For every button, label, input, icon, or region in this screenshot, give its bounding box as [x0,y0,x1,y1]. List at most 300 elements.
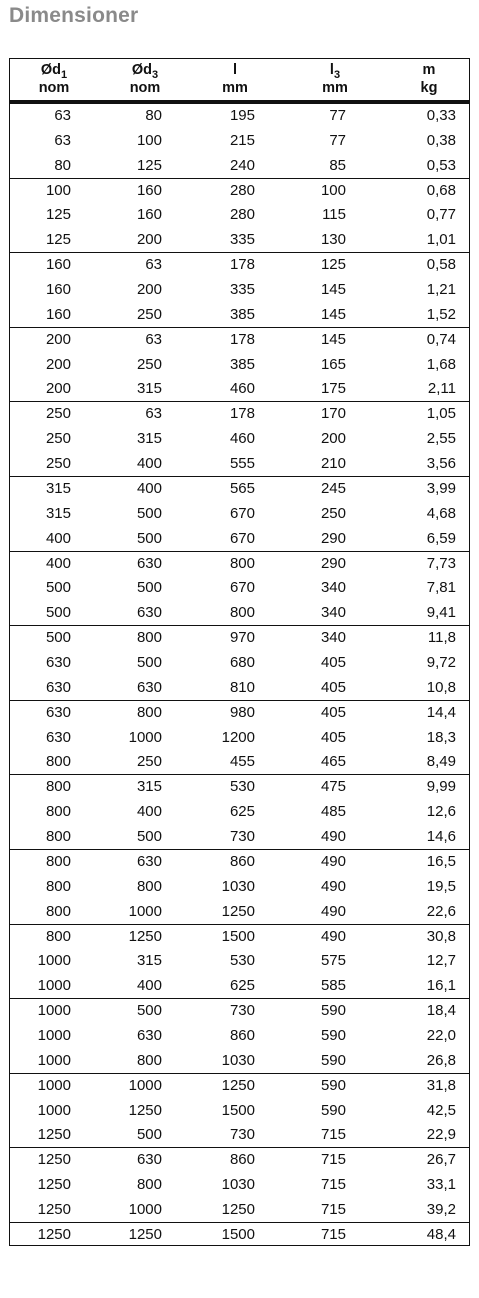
cell-l: 178 [229,405,255,423]
cell-l: 460 [229,380,255,398]
row-group [10,1148,469,1223]
cell-m: 18,4 [426,1002,456,1020]
cell-l3: 585 [320,977,346,995]
cell-m: 1,68 [426,355,456,373]
cell-od1: 630 [45,653,71,671]
cell-od1: 160 [45,280,71,298]
cell-l: 565 [229,479,255,497]
cell-od3: 500 [136,529,162,547]
cell-l3: 490 [320,902,346,920]
cell-l: 555 [229,454,255,472]
cell-m: 0,53 [426,156,456,174]
table-row [10,253,469,278]
cell-m: 22,6 [426,902,456,920]
cell-l: 730 [229,1002,255,1020]
cell-l3: 210 [320,454,346,472]
table-row [10,328,469,353]
cell-od1: 1000 [37,1076,71,1094]
cell-od3: 800 [136,877,162,895]
cell-l3: 405 [320,678,346,696]
cell-l: 625 [229,977,255,995]
header-m-label: m [422,62,436,78]
row-group [10,179,469,254]
cell-l3: 590 [320,1076,346,1094]
table-row [10,502,469,527]
cell-l3: 490 [320,927,346,945]
cell-m: 16,1 [426,977,456,995]
table-row [10,353,469,378]
cell-m: 11,8 [427,629,456,647]
cell-od3: 630 [136,1026,162,1044]
cell-l3: 175 [320,380,346,398]
cell-od3: 500 [136,827,162,845]
row-group [10,477,469,552]
cell-m: 14,6 [426,827,456,845]
cell-od3: 800 [136,1051,162,1069]
row-group [10,1074,469,1149]
table-row [10,974,469,999]
cell-m: 26,8 [426,1051,456,1069]
cell-m: 12,7 [426,952,456,970]
cell-od3: 160 [136,181,162,199]
cell-m: 31,8 [426,1076,456,1094]
cell-od3: 1000 [128,1200,162,1218]
cell-l: 215 [229,131,255,149]
cell-od3: 630 [136,852,162,870]
cell-od1: 1000 [37,1051,71,1069]
cell-m: 0,33 [426,107,456,124]
table-row [10,576,469,601]
header-l3 [310,62,360,97]
cell-m: 16,5 [426,852,456,870]
cell-m: 14,4 [426,703,456,721]
cell-od1: 1250 [37,1225,71,1243]
cell-l3: 405 [320,728,346,746]
cell-od3: 500 [136,1126,162,1144]
header-m [404,62,454,97]
table-row [10,203,469,228]
cell-l3: 715 [320,1200,346,1218]
cell-l3: 245 [320,479,346,497]
cell-l: 280 [229,206,255,224]
cell-od3: 500 [136,653,162,671]
cell-od3: 200 [136,231,162,249]
cell-m: 1,52 [426,305,456,323]
cell-od1: 800 [45,827,71,845]
cell-l: 178 [229,256,255,274]
cell-l3: 115 [322,206,346,224]
cell-l: 530 [229,778,255,796]
cell-l: 980 [229,703,255,721]
table-row [10,601,469,626]
cell-m: 22,9 [426,1126,456,1144]
cell-od1: 200 [45,330,71,348]
cell-l: 195 [229,107,255,124]
cell-l3: 405 [320,703,346,721]
cell-l3: 490 [320,852,346,870]
cell-od3: 630 [136,678,162,696]
table-body [10,104,469,1298]
table-row [10,626,469,651]
header-od3 [115,62,175,97]
table-row [10,477,469,502]
cell-od1: 1000 [37,1002,71,1020]
table-row [10,900,469,925]
cell-m: 39,2 [426,1200,456,1218]
table-header [10,59,469,101]
cell-l3: 100 [320,181,346,199]
cell-m: 33,1 [426,1176,456,1194]
cell-od1: 800 [45,877,71,895]
cell-l3: 465 [320,753,346,771]
row-group [10,1223,469,1298]
header-od3-subscript: 3 [152,69,159,81]
cell-l: 1500 [221,927,255,945]
cell-od3: 80 [145,107,162,124]
header-od1-unit: nom [38,80,70,96]
cell-l3: 340 [320,604,346,622]
table-row [10,402,469,427]
table-row [10,278,469,303]
cell-od3: 1250 [128,927,162,945]
cell-od1: 630 [45,728,71,746]
cell-l: 670 [229,579,255,597]
cell-m: 9,99 [426,778,456,796]
cell-od3: 100 [136,131,162,149]
cell-od1: 315 [45,479,71,497]
table-row [10,1198,469,1223]
cell-od1: 315 [45,504,71,522]
cell-m: 42,5 [426,1101,456,1119]
page-title: Dimensioner [9,4,139,27]
cell-l3: 715 [320,1151,346,1169]
cell-l3: 590 [320,1002,346,1020]
cell-m: 12,6 [426,803,456,821]
row-group [10,402,469,477]
cell-m: 7,73 [426,554,456,572]
table-row [10,1223,469,1248]
cell-od1: 1250 [37,1126,71,1144]
cell-m: 1,05 [426,405,456,423]
cell-od1: 125 [45,231,71,249]
cell-l3: 340 [320,579,346,597]
table-row [10,925,469,950]
cell-od3: 1000 [128,728,162,746]
table-row [10,1173,469,1198]
cell-m: 3,99 [426,479,456,497]
table-row [10,129,469,154]
cell-od1: 250 [45,454,71,472]
cell-od1: 800 [45,778,71,796]
table-row [10,676,469,701]
cell-m: 22,0 [426,1026,456,1044]
cell-l: 335 [229,231,255,249]
table-row [10,1074,469,1099]
cell-od1: 250 [45,430,71,448]
cell-l3: 590 [320,1101,346,1119]
cell-od3: 400 [136,479,162,497]
table-row [10,701,469,726]
cell-l: 335 [229,280,255,298]
cell-od3: 315 [136,778,162,796]
cell-od3: 630 [136,1151,162,1169]
cell-od3: 800 [136,1176,162,1194]
cell-l: 1500 [221,1225,255,1243]
cell-l: 800 [229,554,255,572]
row-group [10,552,469,627]
header-l-label: l [232,62,238,78]
cell-od1: 800 [45,753,71,771]
cell-od1: 800 [45,902,71,920]
cell-m: 3,56 [426,454,456,472]
cell-od1: 1250 [37,1151,71,1169]
header-od3-unit: nom [129,80,161,96]
cell-m: 9,41 [426,604,456,622]
cell-od1: 400 [45,554,71,572]
row-group [10,328,469,403]
cell-od3: 400 [136,803,162,821]
cell-l3: 475 [320,778,346,796]
table-row [10,999,469,1024]
cell-m: 18,3 [426,728,456,746]
cell-od3: 160 [136,206,162,224]
cell-l3: 200 [320,430,346,448]
table-row [10,726,469,751]
cell-l3: 340 [320,629,346,647]
cell-od1: 630 [45,678,71,696]
cell-od3: 800 [136,629,162,647]
cell-l: 1250 [221,902,255,920]
cell-l3: 590 [320,1026,346,1044]
cell-m: 26,7 [426,1151,456,1169]
cell-od1: 630 [45,703,71,721]
cell-l: 178 [229,330,255,348]
cell-m: 9,72 [426,653,456,671]
header-l [210,62,260,97]
cell-l: 625 [229,803,255,821]
cell-l3: 165 [320,355,346,373]
cell-od3: 1000 [128,1076,162,1094]
cell-od1: 1000 [37,1101,71,1119]
cell-od3: 630 [136,554,162,572]
header-od3-label: Ød [131,62,152,78]
cell-od3: 400 [136,454,162,472]
row-group [10,253,469,328]
cell-od3: 200 [136,280,162,298]
cell-od3: 63 [145,256,162,274]
table-row [10,875,469,900]
cell-l3: 145 [320,280,346,298]
cell-od3: 63 [145,330,162,348]
cell-od1: 400 [45,529,71,547]
header-od1 [24,62,84,97]
cell-od3: 1250 [128,1225,162,1243]
cell-l3: 485 [320,803,346,821]
table-row [10,949,469,974]
cell-l: 860 [229,1151,255,1169]
table-row [10,179,469,204]
cell-l: 1250 [221,1076,255,1094]
cell-l3: 85 [329,156,346,174]
table-row [10,452,469,477]
cell-l: 1030 [221,1051,255,1069]
cell-m: 30,8 [426,927,456,945]
cell-l3: 490 [320,827,346,845]
cell-od1: 500 [45,629,71,647]
cell-od1: 1000 [37,952,71,970]
cell-od3: 250 [136,753,162,771]
cell-l3: 715 [320,1126,346,1144]
table-row [10,154,469,179]
table-row [10,1049,469,1074]
cell-m: 0,77 [426,206,456,224]
cell-od1: 200 [45,380,71,398]
cell-m: 19,5 [426,877,456,895]
cell-m: 0,38 [426,131,456,149]
table-row [10,800,469,825]
row-group [10,701,469,776]
cell-l: 970 [229,629,255,647]
cell-l3: 290 [320,529,346,547]
cell-od1: 160 [45,256,71,274]
cell-l3: 130 [320,231,346,249]
cell-od1: 800 [45,852,71,870]
cell-m: 7,81 [426,579,456,597]
cell-l: 1200 [221,728,255,746]
table-row [10,775,469,800]
cell-l3: 575 [320,952,346,970]
cell-od1: 63 [54,131,71,149]
table-row [10,527,469,552]
cell-od3: 125 [136,156,162,174]
cell-m: 6,59 [426,529,456,547]
cell-od1: 100 [45,181,71,199]
header-l3-label: l [329,62,334,78]
cell-od3: 1250 [128,1101,162,1119]
cell-l: 670 [229,529,255,547]
table-row [10,1148,469,1173]
cell-od1: 800 [45,803,71,821]
cell-l3: 715 [320,1225,346,1243]
cell-od1: 125 [45,206,71,224]
cell-od1: 500 [45,579,71,597]
cell-od3: 500 [136,1002,162,1020]
table-row [10,427,469,452]
cell-m: 1,01 [426,231,456,249]
cell-l3: 250 [320,504,346,522]
cell-od3: 630 [136,604,162,622]
cell-od3: 250 [136,305,162,323]
cell-l3: 715 [320,1176,346,1194]
cell-od3: 315 [136,380,162,398]
header-od1-subscript: 1 [61,69,68,81]
cell-m: 2,11 [427,380,456,398]
cell-od3: 500 [136,579,162,597]
table-row [10,825,469,850]
cell-l: 1030 [221,877,255,895]
cell-l: 460 [229,430,255,448]
cell-od1: 250 [45,405,71,423]
cell-l3: 170 [320,405,346,423]
cell-od1: 500 [45,604,71,622]
cell-od1: 1000 [37,977,71,995]
cell-l3: 490 [320,877,346,895]
cell-l3: 77 [329,131,346,149]
table-row [10,552,469,577]
cell-od3: 800 [136,703,162,721]
cell-l3: 77 [329,107,346,124]
header-l3-subscript: 3 [333,69,341,81]
header-od1-label: Ød [40,62,61,78]
cell-l3: 290 [320,554,346,572]
table-row [10,377,469,402]
cell-od3: 1000 [128,902,162,920]
cell-l: 240 [229,156,255,174]
cell-l3: 405 [320,653,346,671]
dimensions-table [9,58,470,1246]
cell-l: 385 [229,355,255,373]
cell-od3: 400 [136,977,162,995]
cell-od3: 63 [145,405,162,423]
cell-l3: 145 [320,305,346,323]
cell-m: 0,74 [426,330,456,348]
cell-l: 1500 [221,1101,255,1119]
cell-od3: 315 [136,430,162,448]
table-row [10,1123,469,1148]
row-group [10,925,469,1000]
header-l3-unit: mm [322,80,348,96]
cell-od1: 80 [54,156,71,174]
cell-od3: 250 [136,355,162,373]
cell-od1: 63 [54,107,71,124]
cell-l: 860 [229,852,255,870]
cell-l: 800 [229,604,255,622]
cell-l: 670 [229,504,255,522]
row-group [10,104,469,179]
cell-od1: 1250 [37,1200,71,1218]
cell-m: 48,4 [426,1225,456,1243]
cell-od1: 1000 [37,1026,71,1044]
row-group [10,850,469,925]
cell-m: 4,68 [426,504,456,522]
cell-od1: 800 [45,927,71,945]
table-row [10,104,469,129]
table-row [10,303,469,328]
cell-l: 810 [229,678,255,696]
cell-l: 680 [229,653,255,671]
row-group [10,999,469,1074]
cell-od3: 315 [136,952,162,970]
cell-l: 530 [229,952,255,970]
cell-l: 730 [229,827,255,845]
table-row [10,228,469,253]
row-group [10,626,469,701]
cell-od1: 160 [45,305,71,323]
cell-od1: 1250 [37,1176,71,1194]
cell-l: 385 [229,305,255,323]
cell-l: 280 [229,181,255,199]
table-row [10,651,469,676]
cell-l3: 590 [320,1051,346,1069]
cell-m: 10,8 [426,678,456,696]
table-row [10,1024,469,1049]
cell-od3: 500 [136,504,162,522]
table-row [10,1099,469,1124]
cell-l3: 125 [320,256,346,274]
cell-l: 860 [229,1026,255,1044]
cell-m: 0,68 [426,181,456,199]
cell-l: 730 [229,1126,255,1144]
